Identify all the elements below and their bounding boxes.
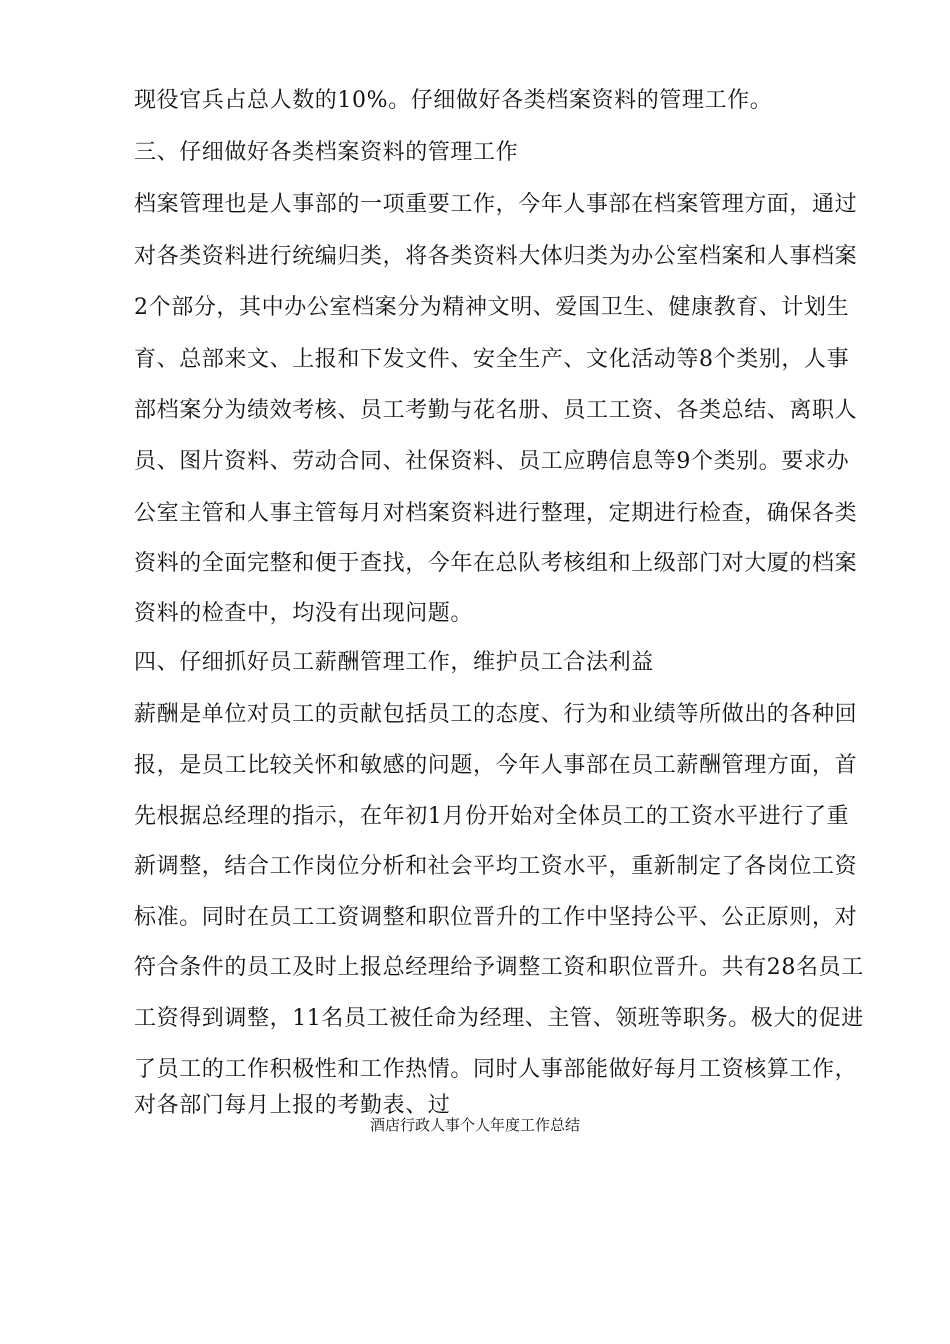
- page-footer: 酒店行政人事个人年度工作总结: [369, 1116, 580, 1134]
- text-line: 符合条件的员工及时上报总经理给予调整工资和职位晋升。共有28名员工: [134, 955, 864, 980]
- text-line: 工资得到调整，11名员工被任命为经理、主管、领班等职务。极大的促进: [134, 1006, 864, 1031]
- text-line: 对各部门每月上报的考勤表、过: [134, 1093, 451, 1118]
- text-line: 报，是员工比较关怀和敏感的问题，今年人事部在员工薪酬管理方面，首: [134, 753, 858, 778]
- section-heading: 三、仔细做好各类档案资料的管理工作: [134, 140, 519, 165]
- text-line: 资料的检查中，均没有出现问题。: [134, 601, 474, 626]
- text-line: 新调整，结合工作岗位分析和社会平均工资水平，重新制定了各岗位工资: [134, 854, 858, 879]
- text-line: 公室主管和人事主管每月对档案资料进行整理，定期进行检查，确保各类: [134, 501, 858, 526]
- text-line: 资料的全面完整和便于查找，今年在总队考核组和上级部门对大厦的档案: [134, 551, 858, 576]
- text-line: 薪酬是单位对员工的贡献包括员工的态度、行为和业绩等所做出的各种回: [134, 702, 858, 727]
- text-line: 标准。同时在员工工资调整和职位晋升的工作中坚持公平、公正原则，对: [134, 905, 858, 930]
- text-line: 现役官兵占总人数的10%。仔细做好各类档案资料的管理工作。: [134, 88, 773, 113]
- text-line: 档案管理也是人事部的一项重要工作，今年人事部在档案管理方面，通过: [134, 192, 858, 217]
- text-line: 2个部分，其中办公室档案分为精神文明、爱国卫生、健康教育、计划生: [134, 295, 850, 320]
- text-line: 先根据总经理的指示，在年初1月份开始对全体员工的工资水平进行了重: [134, 804, 850, 829]
- section-heading: 四、仔细抓好员工薪酬管理工作，维护员工合法利益: [134, 650, 654, 675]
- text-line: 员、图片资料、劳动合同、社保资料、员工应聘信息等9个类别。要求办: [134, 449, 850, 474]
- text-line: 育、总部来文、上报和下发文件、安全生产、文化活动等8个类别，人事: [134, 347, 850, 372]
- text-line: 对各类资料进行统编归类，将各类资料大体归类为办公室档案和人事档案: [134, 244, 858, 269]
- text-line: 部档案分为绩效考核、员工考勤与花名册、员工工资、各类总结、离职人: [134, 398, 858, 423]
- text-line: 了员工的工作积极性和工作热情。同时人事部能做好每月工资核算工作，: [134, 1057, 858, 1082]
